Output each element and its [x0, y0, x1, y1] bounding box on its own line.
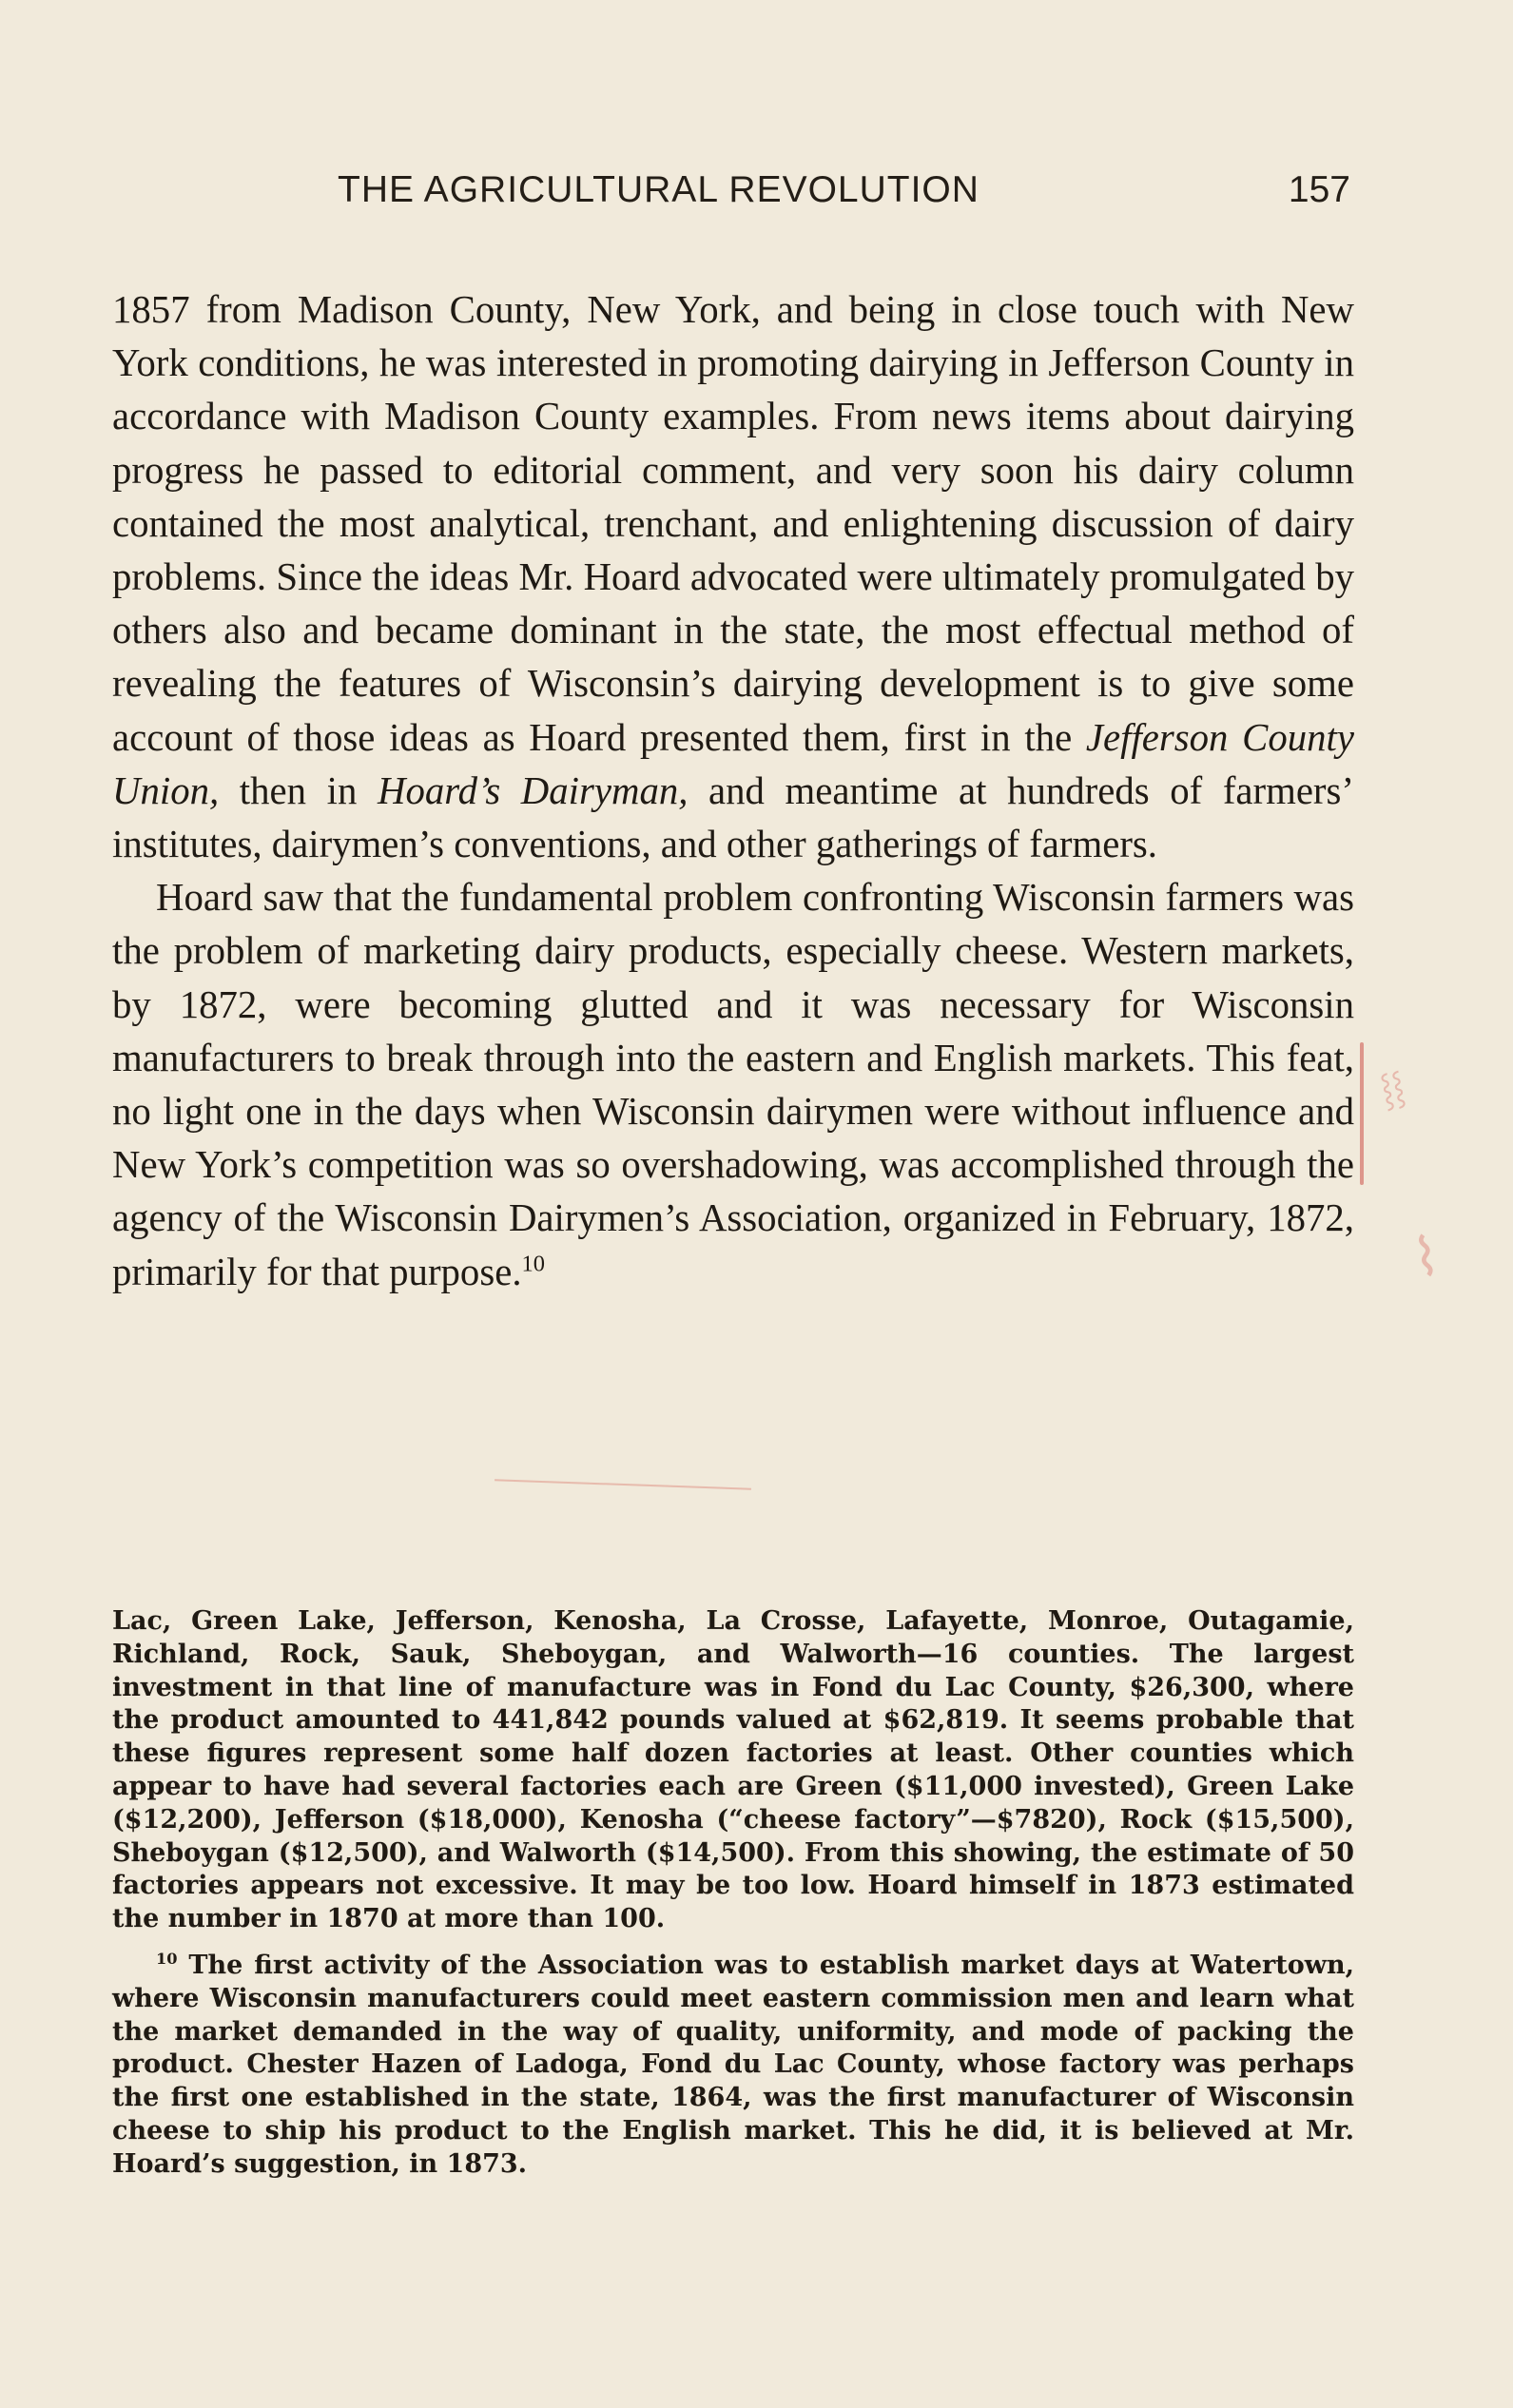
paragraph-2-text: Hoard saw that the fundamental problem confronting Wisconsin farmers was the problem of marketing dairy products, especially cheese. Western markets, by 1872, were becoming glutted and it was necessary for Wisconsin manufacturers to break through into the eastern and English markets. This feat, no light one in the days when Wisconsin dairymen were without influence and New York’s competition was so overshadowing, was accomplished through the agency of the Wisconsin Dairymen’s Association, organized in February, 1872, primarily for that purpose.	[112, 876, 1354, 1293]
footnotes	[112, 1605, 1354, 2182]
footnote-reference-10[interactable]: 10	[521, 1251, 545, 1277]
running-head-title: THE AGRICULTURAL REVOLUTION	[338, 169, 980, 210]
body-paragraph-2	[112, 871, 1354, 1299]
footnote-10	[112, 1950, 1354, 2182]
margin-pencil-mark	[1360, 1042, 1364, 1185]
margin-annotation-scrawl: ⌇	[1408, 1225, 1444, 1291]
footnote-continued: Lac, Green Lake, Jefferson, Kenosha, La Crosse, Lafayette, Monroe, Outagamie, Richland, Rock, Sauk, Sheboygan, and Walworth—16 counties. The largest investment in that line of manufacture was in Fond du Lac County, $26,300, where the product amounted to 441,842 pounds valued at $62,819. It seems probable that these figures represent some half dozen factories at least. Other counties which appear to have had several factories each are Green ($11,000 invested), Green Lake ($12,200), Jefferson ($18,000), Kenosha (“cheese factory”—$7820), Rock ($15,500), Sheboygan ($12,500), and Walworth ($14,500). From this showing, the estimate of 50 factories appears not excessive. It may be too low. Hoard himself in 1873 estimated the number in 1870 at more than 100.	[112, 1606, 1354, 1934]
paragraph-1-text-c: and meantime at hundreds of farmers’ institutes, dairymen’s conventions, and other gatherings of farmers.	[112, 768, 1354, 866]
paragraph-1-text-a: 1857 from Madison County, New York, and being in close touch with New York conditions, he was interested in promoting dairying in Jefferson County in accordance with Madison County examples. From news items about dairying progress he passed to editorial comment, and very soon his dairy column contained the most analytical, trenchant, and enlightening discussion of dairy problems. Since the ideas Mr. Hoard advocated were ultimately promulgated by others also and became dominant in the state, the most effectual method of revealing the features of Wisconsin’s dairying development is to give some account of those ideas as Hoard presented them, first in the	[112, 288, 1354, 759]
margin-annotation-scrawl: ⸾⸾	[1377, 1067, 1408, 1111]
footnote-10-text: The first activity of the Association was to establish market days at Watertown, where Wisconsin manufacturers could meet eastern commission men and learn what the market demanded in the way of quality, uniformity, and mode of packing the product. Chester Hazen of Ladoga, Fond du Lac County, whose factory was perhaps the first one established in the state, 1864, was the first manufacturer of Wisconsin cheese to ship his product to the English market. This he did, it is believed at Mr. Hoard’s suggestion, in 1873.	[112, 1950, 1354, 2179]
running-head	[114, 169, 1360, 217]
body-paragraph-1	[112, 283, 1354, 871]
page-number: 157	[1288, 169, 1350, 210]
italic-title-jefferson-county-union: Jefferson County Union,	[112, 715, 1354, 812]
italic-title-hoards-dairyman: Hoard’s Dairyman,	[377, 768, 689, 812]
footnote-10-number: 10	[156, 1949, 178, 1968]
pencil-underline	[495, 1479, 751, 1489]
main-text	[112, 283, 1354, 1299]
paragraph-1-text-b: then in	[219, 768, 378, 812]
